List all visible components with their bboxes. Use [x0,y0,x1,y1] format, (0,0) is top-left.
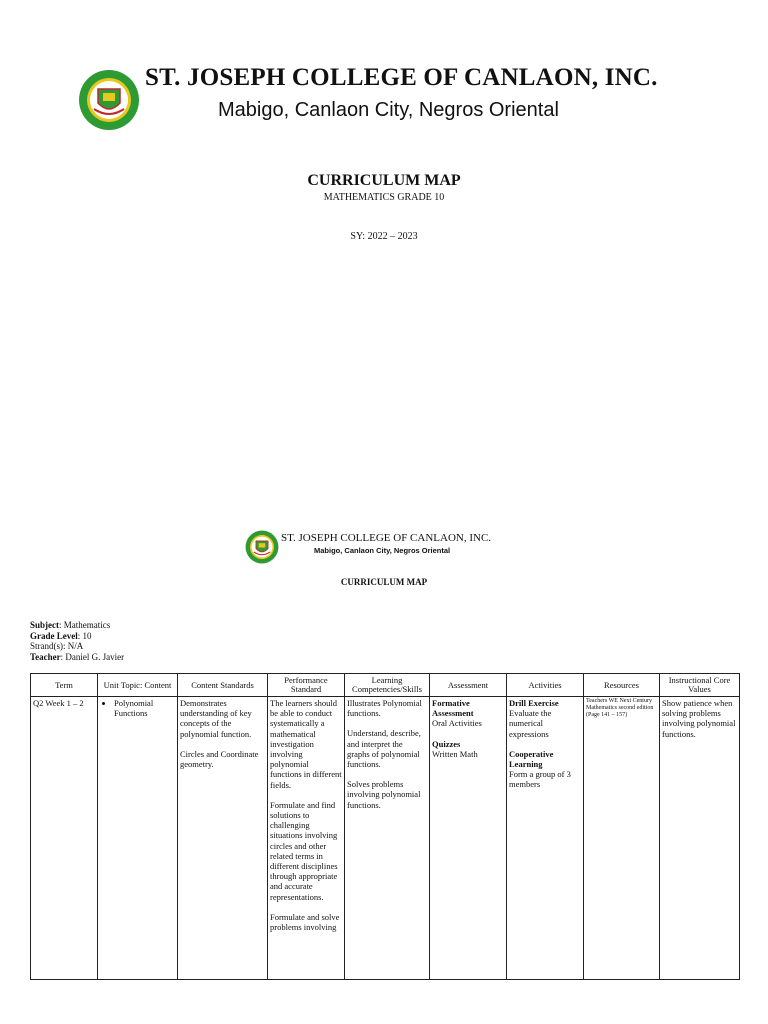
header-unit-topic: Unit Topic: Content [98,674,178,697]
school-seal-logo-small [245,530,279,564]
quizzes-label: Quizzes [432,738,461,749]
drill-label: Drill Exercise [509,698,559,708]
header-core-values: Instructional Core Values [660,674,740,697]
cell-performance-standard [268,697,345,980]
coop-label: Cooperative Learning [509,748,554,770]
header-activities: Activities [507,674,584,697]
cell-activities [507,697,584,980]
teacher-label: Teacher [30,651,61,662]
header-content-standards: Content Standards [178,674,268,697]
competency-item: Understand, describe, and interpret the graphs of polynomial functions. [347,728,421,770]
grade-line [30,631,124,642]
header-resources: Resources [584,674,660,697]
performance-item: The learners should be able to conduct systematically a mathematical investigation involving polynomial functions in different fields. [270,698,342,790]
competency-item: Solves problems involving polynomial functions. [347,779,421,810]
drill-item: Evaluate the numerical expressions [509,708,552,739]
cell-assessment [430,697,507,980]
performance-item: Formulate and find solutions to challenging situations involving circles and other related terms in different disciplines through appropriate and accurate representations. [270,799,338,902]
course-info [30,620,124,662]
cell-resources [584,697,660,980]
subject-label: Subject [30,620,59,630]
document-title: CURRICULUM MAP [307,172,461,189]
school-address: Mabigo, Canlaon City, Negros Oriental [218,99,559,121]
table-row [31,697,740,980]
teacher-line [30,652,124,663]
document-subtitle: MATHEMATICS GRADE 10 [323,192,445,203]
grade-value: : 10 [77,630,92,641]
formative-label: Formative Assessment [432,698,474,719]
performance-item: Formulate and solve problems involving [270,911,340,933]
header-performance-standard: Performance Standard [268,674,345,697]
resources-text: Teachers WE Next Century Mathematics second edition (Page 141 – 157) [586,698,654,718]
cell-content-standards [178,697,268,980]
header-assessment: Assessment [430,674,507,697]
header-term: Term [31,674,98,697]
formative-item: Oral Activities [432,718,482,729]
school-seal-logo [78,69,140,131]
cell-core-values: Show patience when solving problems involving polynomial functions. [660,697,740,980]
teacher-value: : Daniel G. Javier [60,651,125,662]
cell-term: Q2 Week 1 – 2 [31,697,98,980]
school-name-small: ST. JOSEPH COLLEGE OF CANLAON, INC. [281,532,492,544]
subject-line [30,620,124,631]
cell-competencies [345,697,430,980]
competency-item: Illustrates Polynomial functions. [347,698,422,719]
school-name-heading: ST. JOSEPH COLLEGE OF CANLAON, INC. [145,64,658,91]
content-standard-item: Circles and Coordinate geometry. [180,748,259,770]
quizzes-item: Written Math [432,748,478,759]
cell-topic [98,697,178,980]
strand-line: Strand(s): N/A [30,641,84,651]
coop-item: Form a group of 3 members [509,769,571,790]
grade-label: Grade Level [30,630,78,641]
content-standard-item: Demonstrates understanding of key concepts of the polynomial function. [180,698,252,739]
document-title-small: CURRICULUM MAP [340,577,428,587]
subject-value: : Mathematics [59,620,111,630]
school-year: SY: 2022 – 2023 [350,231,418,242]
topic-item: • Polynomial Functions [114,698,175,718]
header-learning-competencies: Learning Competencies/Skills [345,674,430,697]
curriculum-table [30,673,740,980]
school-address-small: Mabigo, Canlaon City, Negros Oriental [314,546,451,555]
table-header-row [31,674,740,697]
